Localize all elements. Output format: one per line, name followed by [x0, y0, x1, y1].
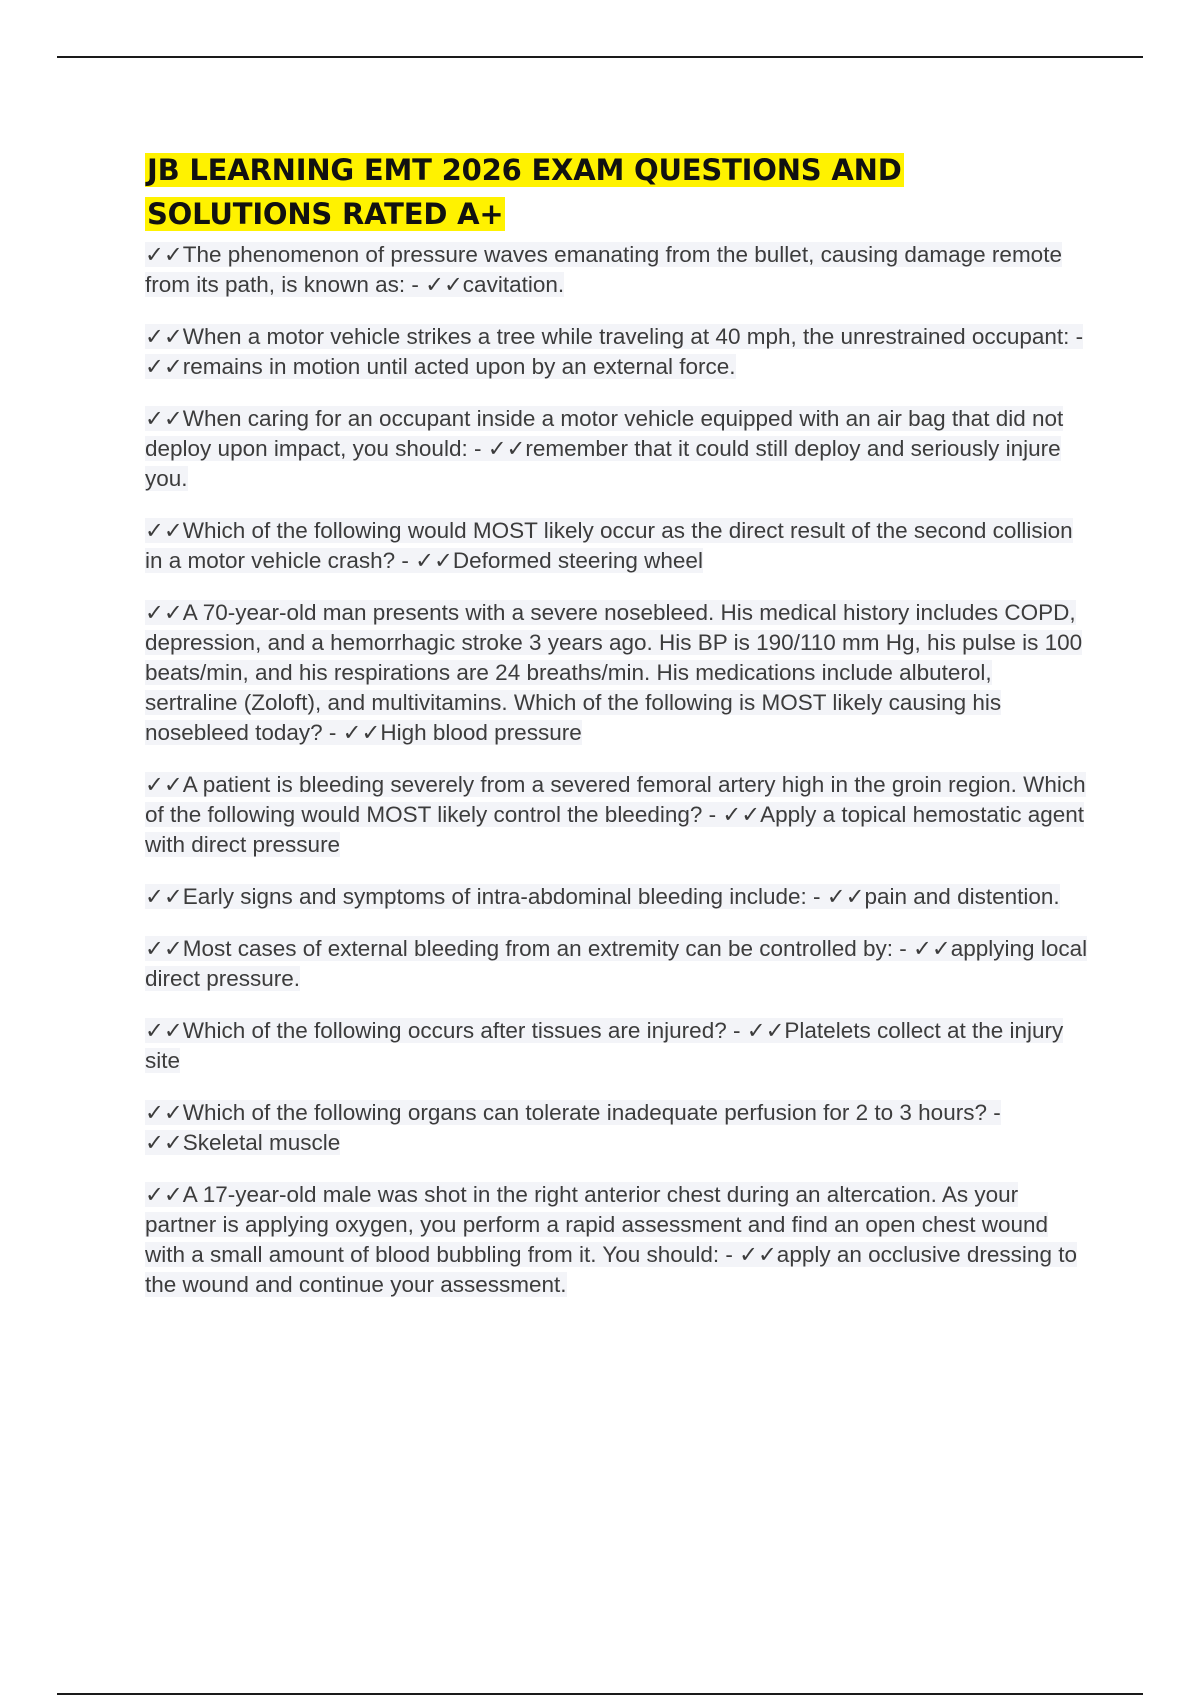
top-rule [57, 56, 1143, 58]
qa-item: ✓✓A patient is bleeding severely from a severed femoral artery high in the groin region. Which of the following would MOST likely control the bleeding? - ✓✓Apply a topical hemostatic agent with direct pressure [145, 772, 1086, 857]
qa-item: ✓✓Most cases of external bleeding from an extremity can be controlled by: - ✓✓applying local direct pressure. [145, 936, 1088, 991]
document-body [145, 148, 1090, 1322]
qa-item: ✓✓Which of the following occurs after tissues are injured? - ✓✓Platelets collect at the injury site [145, 1018, 1064, 1073]
qa-item: ✓✓The phenomenon of pressure waves emanating from the bullet, causing damage remote from its path, is known as: - ✓✓cavitation. [145, 242, 1062, 297]
qa-item: ✓✓When caring for an occupant inside a motor vehicle equipped with an air bag that did not deploy upon impact, you should: - ✓✓remember that it could still deploy and seriously injure you. [145, 406, 1064, 491]
bottom-rule [57, 1693, 1143, 1695]
qa-item: ✓✓Which of the following would MOST likely occur as the direct result of the second collision in a motor vehicle crash? - ✓✓Deformed steering wheel [145, 518, 1073, 573]
qa-item: ✓✓When a motor vehicle strikes a tree while traveling at 40 mph, the unrestrained occupant: - ✓✓remains in motion until acted upon by an external force. [145, 324, 1084, 379]
qa-item: ✓✓A 70-year-old man presents with a severe nosebleed. His medical history includes COPD, depression, and a hemorrhagic stroke 3 years ago. His BP is 190/110 mm Hg, his pulse is 100 beats/min, and his respirations are 24 breaths/min. His medications include albuterol, sertraline (Zoloft), and multivitamins. Which of the following is MOST likely causing his nosebleed today? - ✓✓High blood pressure [145, 600, 1083, 745]
document-title [145, 148, 1090, 236]
qa-item: ✓✓Which of the following organs can tolerate inadequate perfusion for 2 to 3 hours? - ✓✓Skeletal muscle [145, 1100, 1001, 1155]
qa-item: ✓✓Early signs and symptoms of intra-abdominal bleeding include: - ✓✓pain and distention. [145, 884, 1060, 909]
title-line-2: SOLUTIONS RATED A+ [147, 197, 504, 231]
qa-item: ✓✓A 17-year-old male was shot in the right anterior chest during an altercation. As your partner is applying oxygen, you perform a rapid assessment and find an open chest wound with a small amount of blood bubbling from it. You should: - ✓✓apply an occlusive dressing to the wound and continue your assessment. [145, 1182, 1077, 1297]
title-line-1: JB LEARNING EMT 2026 EXAM QUESTIONS AND [147, 153, 902, 187]
